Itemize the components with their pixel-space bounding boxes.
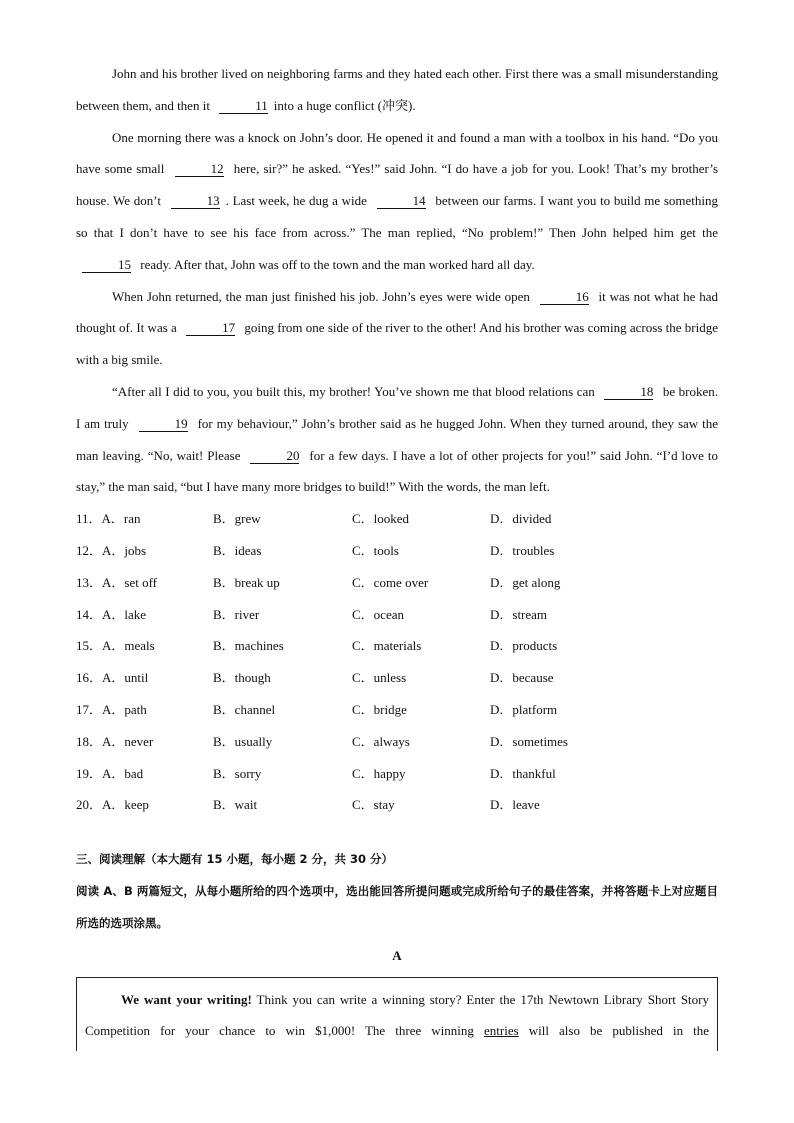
option-row-15 [76,630,718,662]
text: ready. After that, John was off to the town and the man worked hard all day. [140,256,535,272]
option-b: B．ideas [213,542,262,558]
text: it was not what he had thought of. It was a [76,288,719,336]
option-d: D．stream [490,606,548,622]
text: here, sir?” he asked. “Yes!” said John. “I do have a job for you. Look! That’s my brother’s house. We don’t [76,161,719,209]
option-row-16 [76,662,718,694]
option-c: C．looked [352,511,410,527]
option-row-13 [76,567,718,599]
option-row-19 [76,758,718,790]
option-a: 13．A．set off [76,574,158,590]
answer-options [76,503,718,821]
option-b: B．machines [213,638,284,654]
text: going from one side of the river to the other! And his brother was coming across the bridge with a big smile. [76,320,719,368]
option-row-20 [76,789,718,821]
option-c: C．always [352,733,410,749]
blank-13: 13 [171,193,220,209]
option-d: D．get along [490,574,561,590]
option-d: D．platform [490,701,558,717]
option-c: C．tools [352,542,399,558]
option-row-18 [76,726,718,758]
option-b: B．though [213,670,271,686]
text: be broken. I am truly [76,383,718,431]
option-c: C．happy [352,765,406,781]
text: When John returned, the man just finished his job. John’s eyes were wide open [112,288,530,304]
passage-paragraph-2 [76,122,718,281]
option-b: B．river [213,606,260,622]
passage-a-lead: We want your writing! [121,992,252,1007]
text: for my behaviour,” John’s brother said as he hugged John. When they turned around, they saw the man leaving. “No, wait! Please [76,415,719,463]
option-b: B．grew [213,511,261,527]
blank-19: 19 [139,416,188,432]
passage-a-text [85,984,709,1046]
blank-11: 11 [219,98,268,114]
blank-17: 17 [186,320,235,336]
blank-12: 12 [175,161,224,177]
option-b: B．usually [213,733,273,749]
option-a: 19．A．bad [76,765,144,781]
blank-18: 18 [604,384,653,400]
section-3-instruction: 阅读 A、B 两篇短文，从每小题所给的四个选项中，选出能回答所提问题或完成所给句子的最佳答案，并将答题卡上对应题目所选的选项涂黑。 [76,884,718,931]
option-d: D．thankful [490,765,556,781]
option-b: B．sorry [213,765,262,781]
option-a: 11．A．ran [76,511,141,527]
option-row-11 [76,503,718,535]
option-a: 14．A．lake [76,606,147,622]
text: for a few days. I have a lot of other projects for you!” said John. “I’d love to stay,” the man said, “but I have many more bridges to build!” With the words, the man left. [76,447,718,495]
option-d: D．divided [490,511,552,527]
text: into a huge conflict (冲突). [273,97,416,113]
text: Think you can write a winning story? Enter the 17th Newtown Library Short Story Competition for your chance to win $1,000! The three winning [85,992,709,1038]
text: “After all I did to you, you built this, my brother! You’ve shown me that blood relations can [112,383,595,399]
text: will also be published in the [528,1023,710,1038]
option-b: B．wait [213,797,258,813]
passage-a-box [76,977,718,1051]
option-d: D．sometimes [490,733,568,749]
option-a: 18．A．never [76,733,154,749]
text: between our farms. I want you to build me something so that I don’t have to see his face from across.” The man replied, “No problem!” Then John helped him get the [76,193,719,240]
option-d: D．leave [490,797,540,813]
section-3-title: 三、阅读理解（本大题有 15 小题，每小题 2 分，共 30 分） [76,852,394,867]
blank-20: 20 [250,448,299,464]
option-a: 17．A．path [76,701,147,717]
option-d: D．because [490,670,554,686]
option-d: D．troubles [490,542,555,558]
passage-paragraph-1 [76,58,718,122]
text: John and his brother lived on neighboring farms and they hated each other. First there was a small misunderstanding between them, and then it [76,66,718,113]
underlined-word: entries [484,1023,519,1038]
passage-paragraph-4 [76,376,718,503]
passage-a-label: A [392,948,402,964]
blank-16: 16 [540,289,589,305]
option-a: 20．A．keep [76,797,149,813]
option-c: C．ocean [352,606,404,622]
option-b: B．channel [213,701,276,717]
option-b: B．break up [213,574,280,590]
text: One morning there was a knock on John’s door. He opened it and found a man with a toolbox in his hand. “Do you have some small [76,129,718,177]
option-a: 15．A．meals [76,638,155,654]
passage-paragraph-3 [76,281,718,376]
option-row-17 [76,694,718,726]
exam-page [76,58,718,969]
option-d: D．products [490,638,558,654]
option-row-12 [76,535,718,567]
option-c: C．unless [352,670,407,686]
option-c: C．bridge [352,701,407,717]
text: . Last week, he dug a wide [225,193,367,209]
option-c: C．materials [352,638,422,654]
option-c: C．stay [352,797,395,813]
blank-15: 15 [82,257,131,273]
option-a: 16．A．until [76,670,149,686]
option-row-14 [76,599,718,631]
option-c: C．come over [352,574,429,590]
blank-14: 14 [377,193,426,209]
option-a: 12．A．jobs [76,542,147,558]
